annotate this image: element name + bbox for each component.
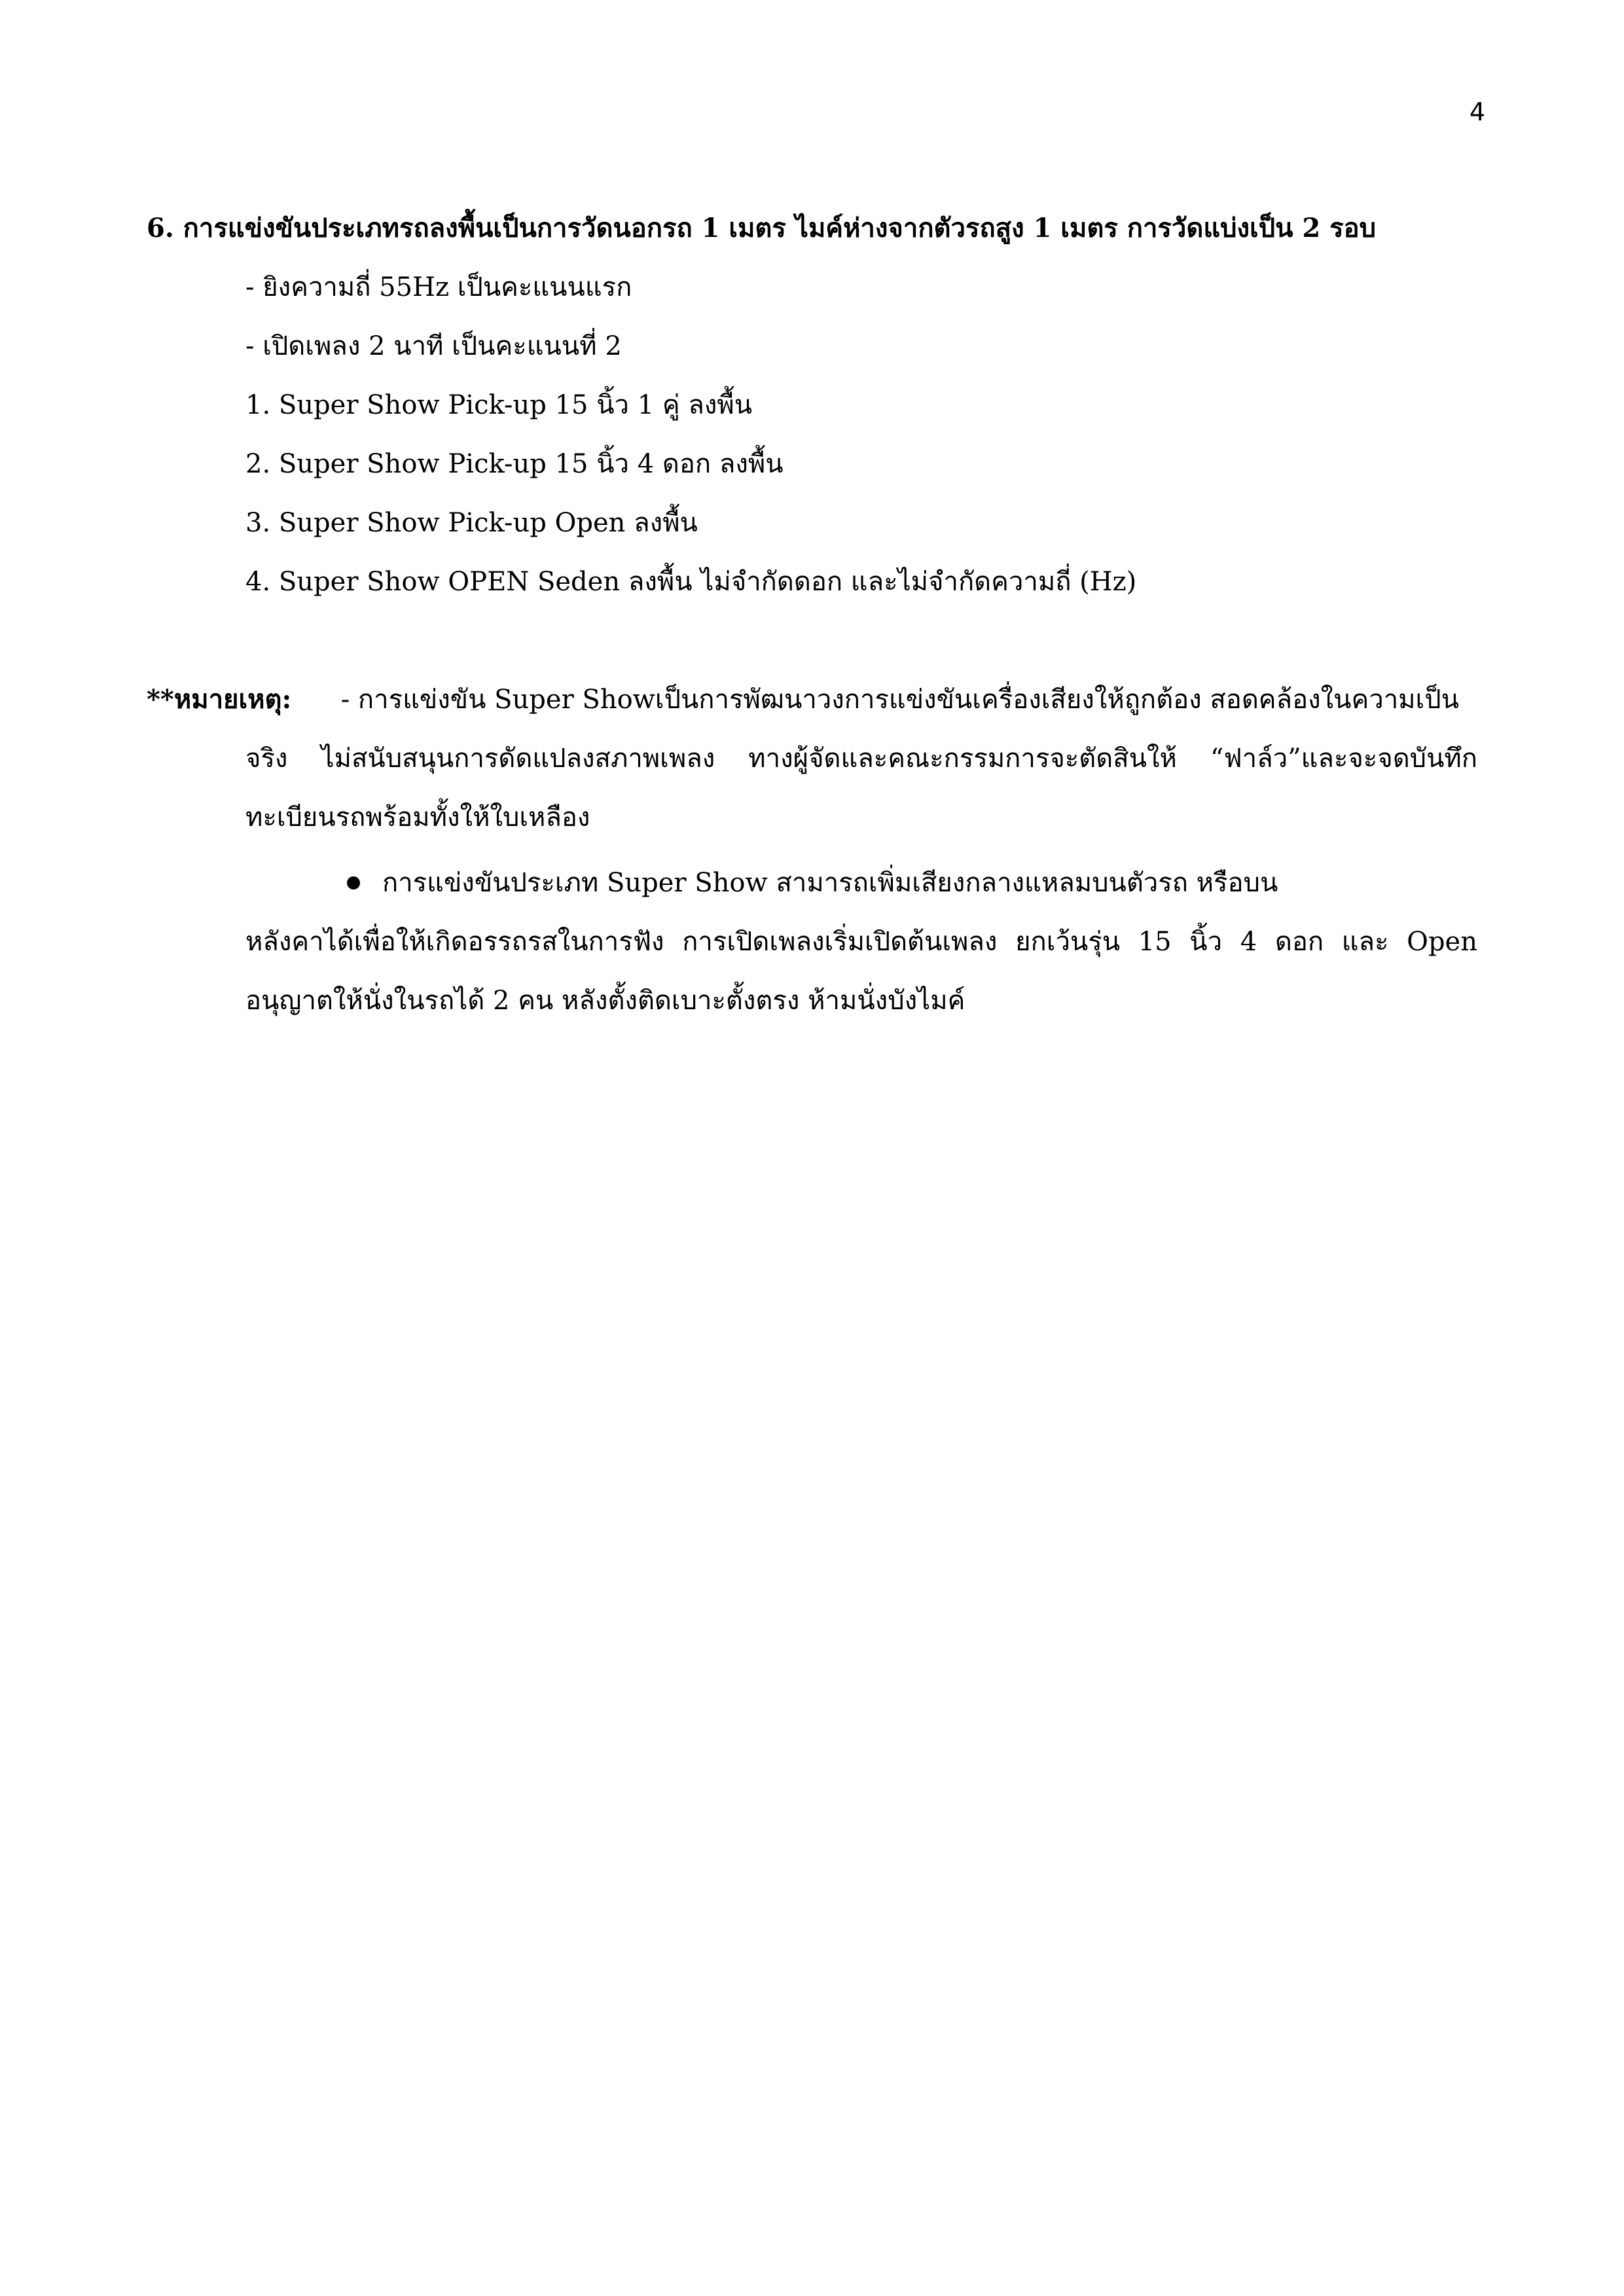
bullet-continuation: อนุญาตให้นั่งในรถได้ 2 คน หลังตั้งติดเบาะตั้งตรง ห้ามนั่งบังไมค์	[245, 986, 965, 1016]
list-item: 2. Super Show Pick-up 15 นิ้ว 4 ดอก ลงพื้น	[245, 449, 784, 479]
note-first-line	[147, 684, 1477, 715]
list-item: 1. Super Show Pick-up 15 นิ้ว 1 คู่ ลงพื้น	[245, 390, 753, 420]
list-item: 4. Super Show OPEN Seden ลงพื้น ไม่จำกัดดอก และไม่จำกัดความถี่ (Hz)	[245, 567, 1137, 597]
note-text: จริง ไม่สนับสนุนการดัดแปลงสภาพเพลง ทางผู้จัดและคณะกรรมการจะตัดสินให้ “ฟาล์ว”และจะจดบันทึก	[245, 744, 1477, 774]
note-text: ทะเบียนรถพร้อมทั้งให้ใบเหลือง	[245, 802, 590, 833]
bullet-text: การแข่งขันประเภท Super Show สามารถเพิ่มเสียงกลางแหลมบนตัวรถ หรือบน	[382, 868, 1278, 898]
section-heading: 6. การแข่งขันประเภทรถลงพื้นเป็นการวัดนอกรถ 1 เมตร ไมค์ห่างจากตัวรถสูง 1 เมตร การวัดแบ่งเป็น 2 รอบ	[147, 213, 1377, 243]
bullet-icon	[347, 876, 360, 889]
list-item: - เปิดเพลง 2 นาที เป็นคะแนนที่ 2	[245, 331, 622, 361]
note-text: - การแข่งขัน Super Showเป็นการพัฒนาวงการแข่งขันเครื่องเสียงให้ถูกต้อง สอดคล้องในความเป็น	[340, 685, 1459, 715]
bullet-item	[347, 867, 1278, 899]
list-item: 3. Super Show Pick-up Open ลงพื้น	[245, 508, 698, 538]
list-item: - ยิงความถี่ 55Hz เป็นคะแนนแรก	[245, 272, 632, 302]
note-label: **หมายเหตุ:	[147, 684, 292, 715]
page-number: 4	[1469, 98, 1485, 126]
bullet-continuation: หลังคาได้เพื่อให้เกิดอรรถรสในการฟัง การเปิดเพลงเริ่มเปิดต้นเพลง ยกเว้นรุ่น 15 นิ้ว 4 ดอก และ Open	[245, 927, 1477, 957]
